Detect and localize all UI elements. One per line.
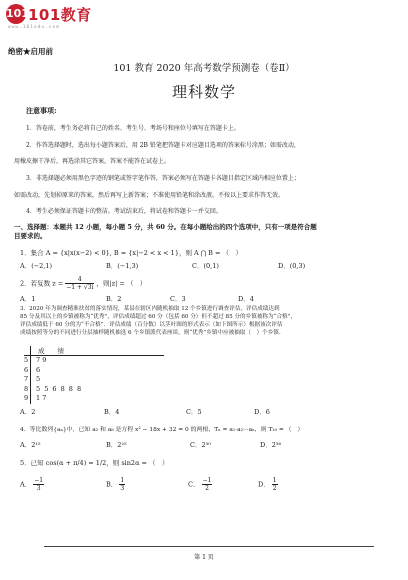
q5-option-d: D． $\frac{1}{2}$ <box>258 477 277 492</box>
q2-prefix: 2．若复数 z = <box>20 279 64 288</box>
secret-label: 绝密★启用前 <box>8 47 53 56</box>
q1-option-a: A．(−2,1) <box>20 262 53 270</box>
question-1-stem: 1．集合 A = {x|x(x−2) < 0}, B = {x|−2 < x < 1}，则 A ⋂ B = （ ） <box>20 249 243 257</box>
note-3: 3．非选择题必须用黑色字迹的钢笔或签字笔作答，答案必须写在答题卡各题目指定区域内相应位置上； <box>26 175 300 182</box>
question-2-stem <box>20 276 146 291</box>
exam-title: 101 教育 2020 年高考数学预测卷（卷Ⅱ） <box>113 63 295 74</box>
q3-line-1: 3．2020 年为调查精准扶贫的落实情况，某县在辖区内随机抽取 12 个乡镇进行调查评估，评估成绩达到 <box>20 306 280 312</box>
q2-suffix: ，则|z| = （ ） <box>96 279 147 288</box>
q3-line-4: 成绩按照等分的不同进行分层抽样随机抽选 6 个乡镇派代表座谈，则“优秀”乡镇中应被抽取（ ）个乡镇. <box>20 330 281 336</box>
q5-option-a: A． $\frac{-1}{3}$ <box>20 477 44 492</box>
note-4: 4．考生必须保证答题卡的整洁。考试结束后，将试卷和答题卡一并交回。 <box>26 208 222 215</box>
q3-option-c: C．5 <box>186 408 202 416</box>
stem-row: 8 5 5 6 8 8 8 <box>24 384 83 393</box>
footer-divider <box>44 546 374 547</box>
logo-url: www.101edu.com <box>8 25 60 30</box>
logo-icon: 101 <box>6 4 26 24</box>
page-number: 第 1 页 <box>194 554 214 561</box>
question-5-stem: 5．已知 cos(α + π/4) = 1/2，则 sin2α = （ ） <box>20 459 169 467</box>
q2-option-a: A．1 <box>20 295 36 303</box>
q5-option-b: B． $\frac{1}{3}$ <box>106 477 125 492</box>
notes-heading: 注意事项: <box>26 106 57 115</box>
stem-leaf-header: 成 绩 <box>38 347 64 355</box>
q1-option-c: C．(0,1) <box>192 262 219 270</box>
q4-option-b: B．2²⁵ <box>106 441 127 449</box>
exam-subject: 理科数学 <box>171 83 236 101</box>
q2-option-d: D．4 <box>238 295 254 303</box>
note-2: 2．作答选择题时，选出每小题答案后，用 2B 铅笔把答题卡对应题目选项的答案标号涂黑；如需改动， <box>26 142 300 149</box>
note-1: 1．答卷前，考生务必将自己的姓名、考生号、考场号和座位号填写在答题卡上。 <box>26 125 240 132</box>
q2-numerator: 4 <box>65 276 94 284</box>
q3-option-d: D．6 <box>254 408 270 416</box>
q3-line-2: 85 分及其以上的乡镇被称为“优秀”，评估成绩超过 60 分（包括 60 分）但不超过 85 分的乡镇被称为“合格”， <box>20 314 297 320</box>
stem-leaf-plot <box>24 356 82 404</box>
q3-option-a: A．2 <box>20 408 36 416</box>
q2-fraction <box>65 276 94 291</box>
q1-option-d: D．(0,3) <box>278 262 306 270</box>
section-heading-line1: 一、选择题：本题共 12 小题，每小题 5 分，共 60 分。在每小题给出的四个选项中，只有一项是符合题 <box>14 223 317 231</box>
q2-denominator: −1 + √3i <box>66 284 94 291</box>
logo-text: 101教育 <box>28 6 92 24</box>
stem-row: 5 7 9 <box>24 356 47 364</box>
q2-option-b: B．2 <box>106 295 122 303</box>
section-heading-line2: 目要求的。 <box>14 232 47 240</box>
stem-row: 6 6 <box>24 365 41 374</box>
q4-option-d: D．2³⁶ <box>260 441 282 449</box>
section-heading <box>14 223 396 241</box>
stem-row: 9 1 7 <box>24 394 47 403</box>
note-3-cont: 如需改动，先划掉原来的答案，然后再写上新答案；不准使用铅笔和涂改液。不按以上要求作答无效。 <box>14 192 285 199</box>
q2-option-c: C．3 <box>170 295 186 303</box>
stem-row: 7 5 <box>24 375 41 384</box>
q1-option-b: B．(−1,3) <box>106 262 139 270</box>
q4-option-c: C．2³⁰ <box>190 441 211 449</box>
question-4-stem: 4．等比数列{aₙ}中，已知 a₂ 和 a₈ 是方程 x² − 18x + 32 = 0 的两根，Tₙ = a₁·a₂···aₙ，则 T₁₀ = （ ） <box>20 427 304 433</box>
q3-option-b: B．4 <box>104 408 120 416</box>
note-2-cont: 用橡皮擦干净后，再选涂其它答案，答案不能答在试卷上。 <box>14 158 171 165</box>
q4-option-a: A．2¹⁵ <box>20 441 41 449</box>
question-3-text <box>20 305 398 337</box>
q5-option-c: C． $\frac{-1}{2}$ <box>188 477 212 492</box>
q3-line-3: 评估成绩低于 60 分的为“不合格”．评估成绩（百分数）以茎叶图的形式表示（如下图所示）根据该次评估 <box>20 322 283 328</box>
